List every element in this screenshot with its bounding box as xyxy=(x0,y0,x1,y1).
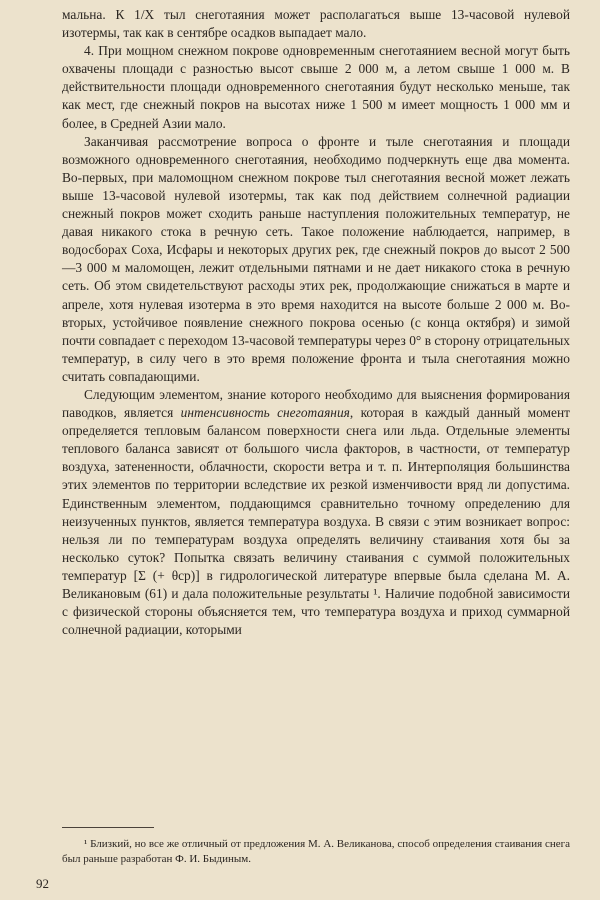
paragraph-4-emphasis: интенсивность снеготаяния xyxy=(180,405,350,421)
paragraph-4-text-after: , которая в каждый данный момент определяется тепловым балансом поверхности снега или льда. Отдельные элементы теплового баланса зависят от большого числа факторов, в частности, от температур воздуха, затененности, облачности, скорости ветра и т. п. Интерполяция большинства этих элементов по территории вследствие их резкой изменчивости вряд ли допустима. Единственным элементом, поддающимся сравнительно точному определению для неизученных пунктов, является температура воздуха. В связи с этим возникает вопрос: нельзя ли по температурам воздуха определять величину стаивания хотя бы за несколько суток? Попытка связать величину стаивания с суммой положительных температур [Σ (+ θср)] в гидрологической литературе впервые была сделана М. А. Великановым (61) и дала положительные результаты ¹. Наличие подобной зависимости с физической стороны объясняется тем, что температура воздуха и приход суммарной солнечной радиации, которыми xyxy=(62,405,570,638)
paragraph-4-text-before: Следующим элементом, знание которого необходимо для выяснения формирования паводков, является xyxy=(62,386,570,421)
page-number: 92 xyxy=(36,876,49,891)
footnote-divider xyxy=(62,827,154,828)
paragraph-1: мальна. К 1/X тыл снеготаяния может располагаться выше 13-часовой нулевой изотермы, так как в сентябре осадков выпадает мало. xyxy=(62,7,570,41)
footnote: ¹ Близкий, но все же отличный от предложения М. А. Великанова, способ определения стаивания снега был раньше разработан Ф. И. Быдиным. xyxy=(62,838,570,865)
paragraph-4 xyxy=(62,386,570,639)
paragraph-3: Заканчивая рассмотрение вопроса о фронте и тыле снеготаяния и площади возможного одновременного снеготаяния, необходимо подчеркнуть еще два момента. Во-первых, при маломощном снежном покрове тыл снеготаяния весной может лежать выше 13-часовой нулевой изотермы, так как под действием солнечной радиации снежный покров может сходить раньше наступления положительных температур, не давая никакого стока в речную сеть. Такое положение наблюдается, например, в водосборах Соха, Исфары и некоторых других рек, где снежный покров до высот 2 500—3 000 м маломощен, лежит отдельными пятнами и не дает никакого стока в речную сеть. Об этом свидетельствуют расходы этих рек, продолжающие снижаться в марте и апреле, хотя нулевая изотерма в это время находится на высоте больше 2 000 м. Во-вторых, устойчивое появление снежного покрова осенью (с конца октября) и зимой почти совпадает с переходом 13-часовой температуры через 0° в сторону отрицательных температур, в силу чего в это время положение фронта и тыла снеготаяния можно считать совпадающими. xyxy=(62,133,570,384)
paragraph-2: 4. При мощном снежном покрове одновременным снеготаянием весной могут быть охвачены площади с разностью высот свыше 2 000 м, а летом свыше 1 000 м. В действительности площади одновременного снеготаяния будут несколько меньше, так как мест, где снежный покров на высотах ниже 1 500 м имеет мощность 1 000 мм и более, в Средней Азии мало. xyxy=(62,43,570,131)
